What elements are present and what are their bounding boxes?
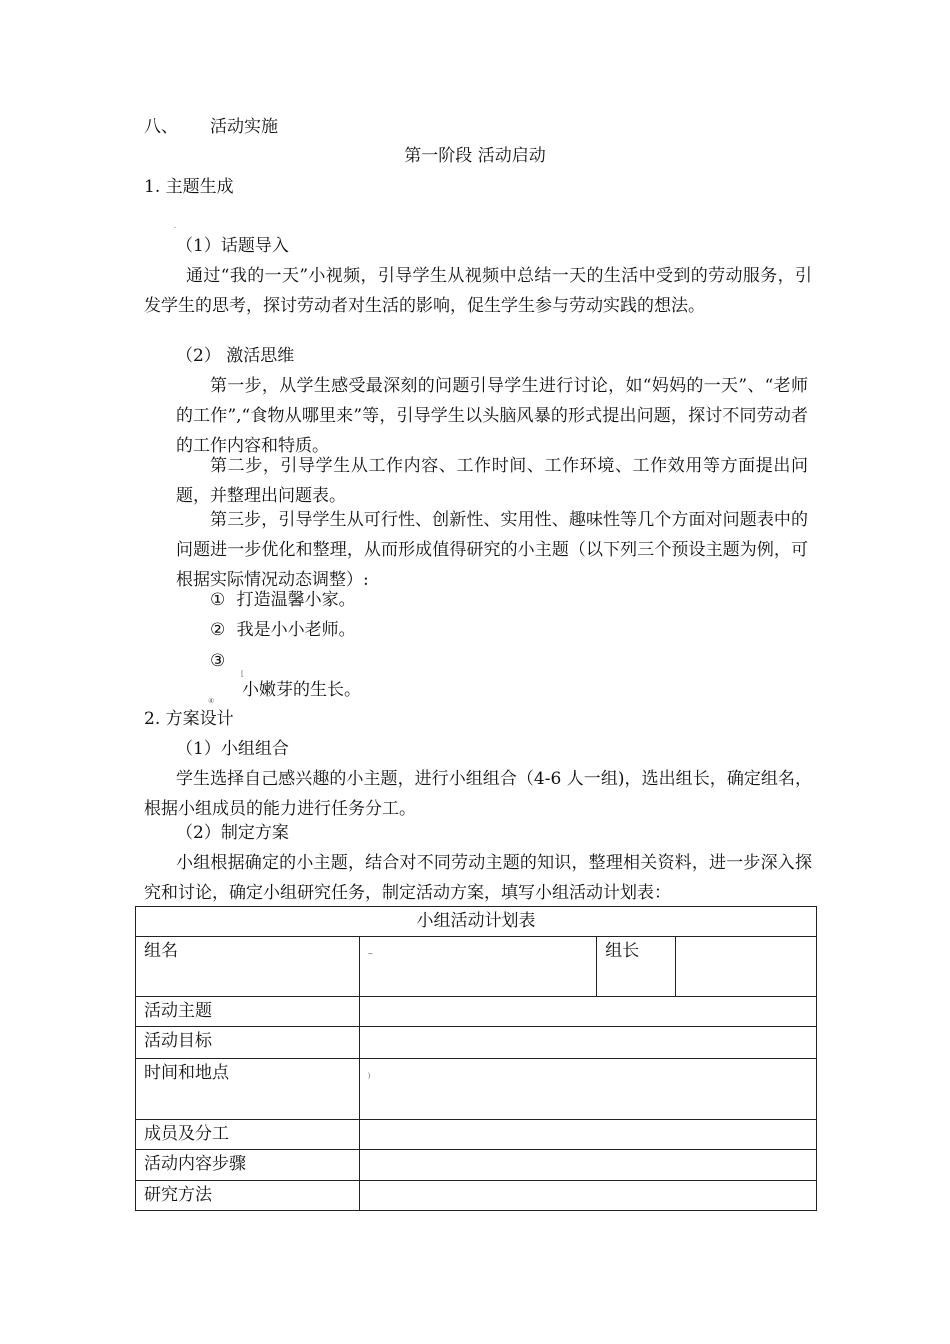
step1-text: 第一步，从学生感受最深刻的问题引导学生进行讨论，如“妈妈的一天”、“老师的工作”,“食物从哪里来”等，引导学生以头脑风暴的形式提出问题，探讨不同劳动者的工作内容和特质。 [176,376,808,456]
table-row-label: 活动目标 [136,1027,360,1059]
preset-topic-3-number: ③ [210,651,226,671]
section-title: 活动实施 [210,117,278,137]
plan-table [135,906,817,1211]
topic-text: 我是小小老师。 [236,620,356,640]
stray-mark: ~ [367,950,374,958]
make-plan-label: （2）制定方案 [176,823,289,843]
stray-mark: · [174,224,177,232]
table-row-label: 研究方法 [136,1181,360,1211]
table-row-label: 活动主题 [136,997,360,1027]
group-name-label: 组名 [136,937,360,997]
stray-mark: [ [241,670,244,678]
step2-text: 第二步，引导学生从工作内容、工作时间、工作环境、工作效用等方面提出问题，并整理出问题表。 [176,456,808,506]
preset-topic-1 [210,589,356,611]
table-row-value [359,1120,816,1150]
step3-text: 第三步，引导学生从可行性、创新性、实用性、趣味性等几个方面对问题表中的问题进一步优化和整理，从而形成值得研究的小主题（以下列三个预设主题为例，可根据实际情况动态调整）: [176,510,808,590]
group-formation-text: 学生选择自己感兴趣的小主题，进行小组组合（4-6 人一组)，选出组长，确定组名，根据小组成员的能力进行任务分工。 [144,769,812,819]
table-caption: 小组活动计划表 [136,907,817,937]
activate-thinking-label: （2） 激活思维 [176,346,295,366]
table-row-value [359,1059,816,1120]
leader-label: 组长 [597,937,676,997]
topic-intro-label: （1）话题导入 [176,236,289,256]
part1-heading: 1. 主题生成 [144,177,234,197]
group-name-cell [359,937,597,997]
leader-cell [676,937,817,997]
stray-mark: ) [367,1072,371,1080]
table-row-value [359,997,816,1027]
table-row-value [359,1150,816,1181]
make-plan-text: 小组根据确定的小主题，结合对不同劳动主题的知识，整理相关资料，进一步深入探究和讨论，确定小组研究任务，制定活动方案，填写小组活动计划表： [144,853,812,903]
group-formation-label: （1）小组组合 [176,739,289,759]
preset-topic-3-text: 小嫩芽的生长。 [242,680,361,700]
topic-text: 打造温馨小家。 [236,590,356,610]
table-row-label: 活动内容步骤 [136,1150,360,1181]
table-row-label: 成员及分工 [136,1120,360,1150]
table-row-value [359,1181,816,1211]
part2-heading: 2. 方案设计 [144,709,234,729]
section-heading [144,116,278,138]
topic-number: ② [210,620,226,640]
topic-intro-text: 通过“我的一天”小视频，引导学生从视频中总结一天的生活中受到的劳动服务，引发学生的思考，探讨劳动者对生活的影响，促生学生参与劳动实践的想法。 [144,266,812,316]
stray-mark: ④ [208,697,215,705]
table-row-value [359,1027,816,1059]
section-number: 八、 [144,117,178,137]
preset-topic-2 [210,619,356,641]
stage-title: 第一阶段 活动启动 [404,146,546,166]
topic-number: ① [210,590,226,610]
table-row-label: 时间和地点 [136,1059,360,1120]
